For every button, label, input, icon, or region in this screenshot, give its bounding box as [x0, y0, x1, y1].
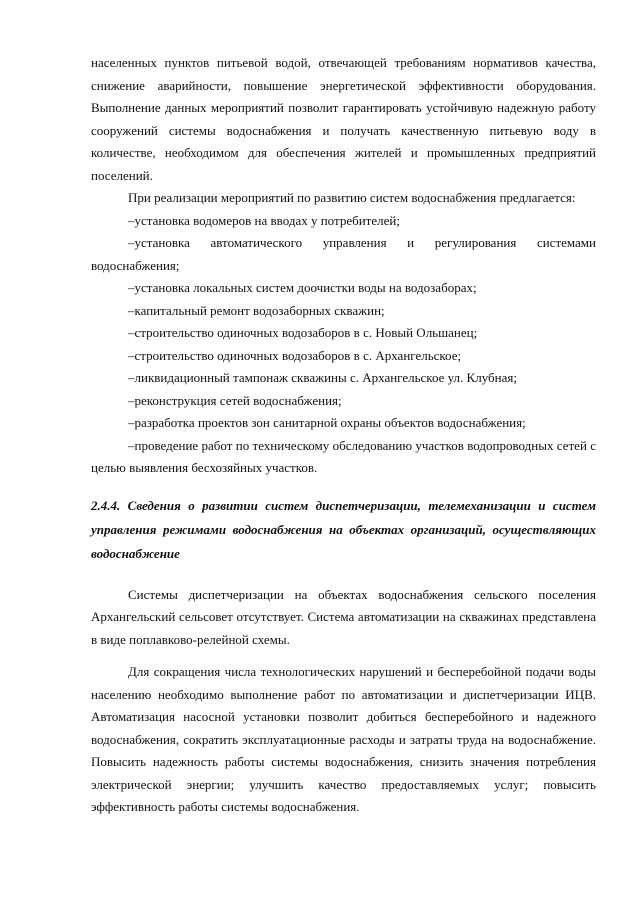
list-item: –разработка проектов зон санитарной охраны объектов водоснабжения; — [128, 415, 526, 430]
document-page — [91, 52, 596, 819]
list-item: –установка водомеров на вводах у потребителей; — [128, 212, 400, 228]
list-item: –строительство одиночных водозаборов в с. Архангельское; — [128, 347, 462, 363]
list-item: –ликвидационный тампонаж скважины с. Архангельское ул. Клубная; — [128, 370, 517, 385]
measures-lead: При реализации мероприятий по развитию систем водоснабжения предлагается: — [128, 190, 576, 205]
list-item: –реконструкция сетей водоснабжения; — [128, 392, 342, 408]
list-item: –капитальный ремонт водозаборных скважин; — [128, 302, 385, 318]
list-item: –проведение работ по техническому обследованию участков водопроводных сетей с целью выявления бесхозяйных участков. — [91, 437, 596, 475]
paragraph-automation: Для сокращения числа технологических нарушений и бесперебойной подачи воды населению необходимо выполнение работ по автоматизации и диспетчеризации ИЦВ. Автоматизация насосной установки позволит добиться бесперебойного и надежного водоснабжения, сократить эксплуатационные расходы и затраты труда на водоснабжение. Повысить надежность работы системы водоснабжения, снизить значения потребления электрической энергии; улучшить качество предоставляемых услуг; повысить эффективность работы системы водоснабжения. — [91, 664, 596, 814]
section-heading: 2.4.4. Сведения о развитии систем диспетчеризации, телемеханизации и систем управления режимами водоснабжения на объектах организаций, осуществляющих водоснабжение — [91, 497, 596, 561]
list-item: –строительство одиночных водозаборов в с. Новый Ольшанец; — [128, 325, 478, 340]
intro-paragraph: населенных пунктов питьевой водой, отвечающей требованиям нормативов качества, снижение аварийности, повышение энергетической эффективности оборудования. Выполнение данных мероприятий позволит гарантировать устойчивую надежную работу сооружений системы водоснабжения и получать качественную питьевую воду в количестве, необходимом для обеспечения жителей и промышленных предприятий поселений. — [91, 55, 596, 183]
list-item: –установка локальных систем доочистки воды на водозаборах; — [128, 280, 477, 295]
paragraph-dispatching: Системы диспетчеризации на объектах водоснабжения сельского поселения Архангельский сельсовет отсутствует. Система автоматизации на скважинах представлена в виде поплавково-релейной схемы. — [91, 586, 596, 647]
measures-list — [91, 210, 596, 480]
list-item: –установка автоматического управления и регулирования системами водоснабжения; — [91, 235, 596, 273]
